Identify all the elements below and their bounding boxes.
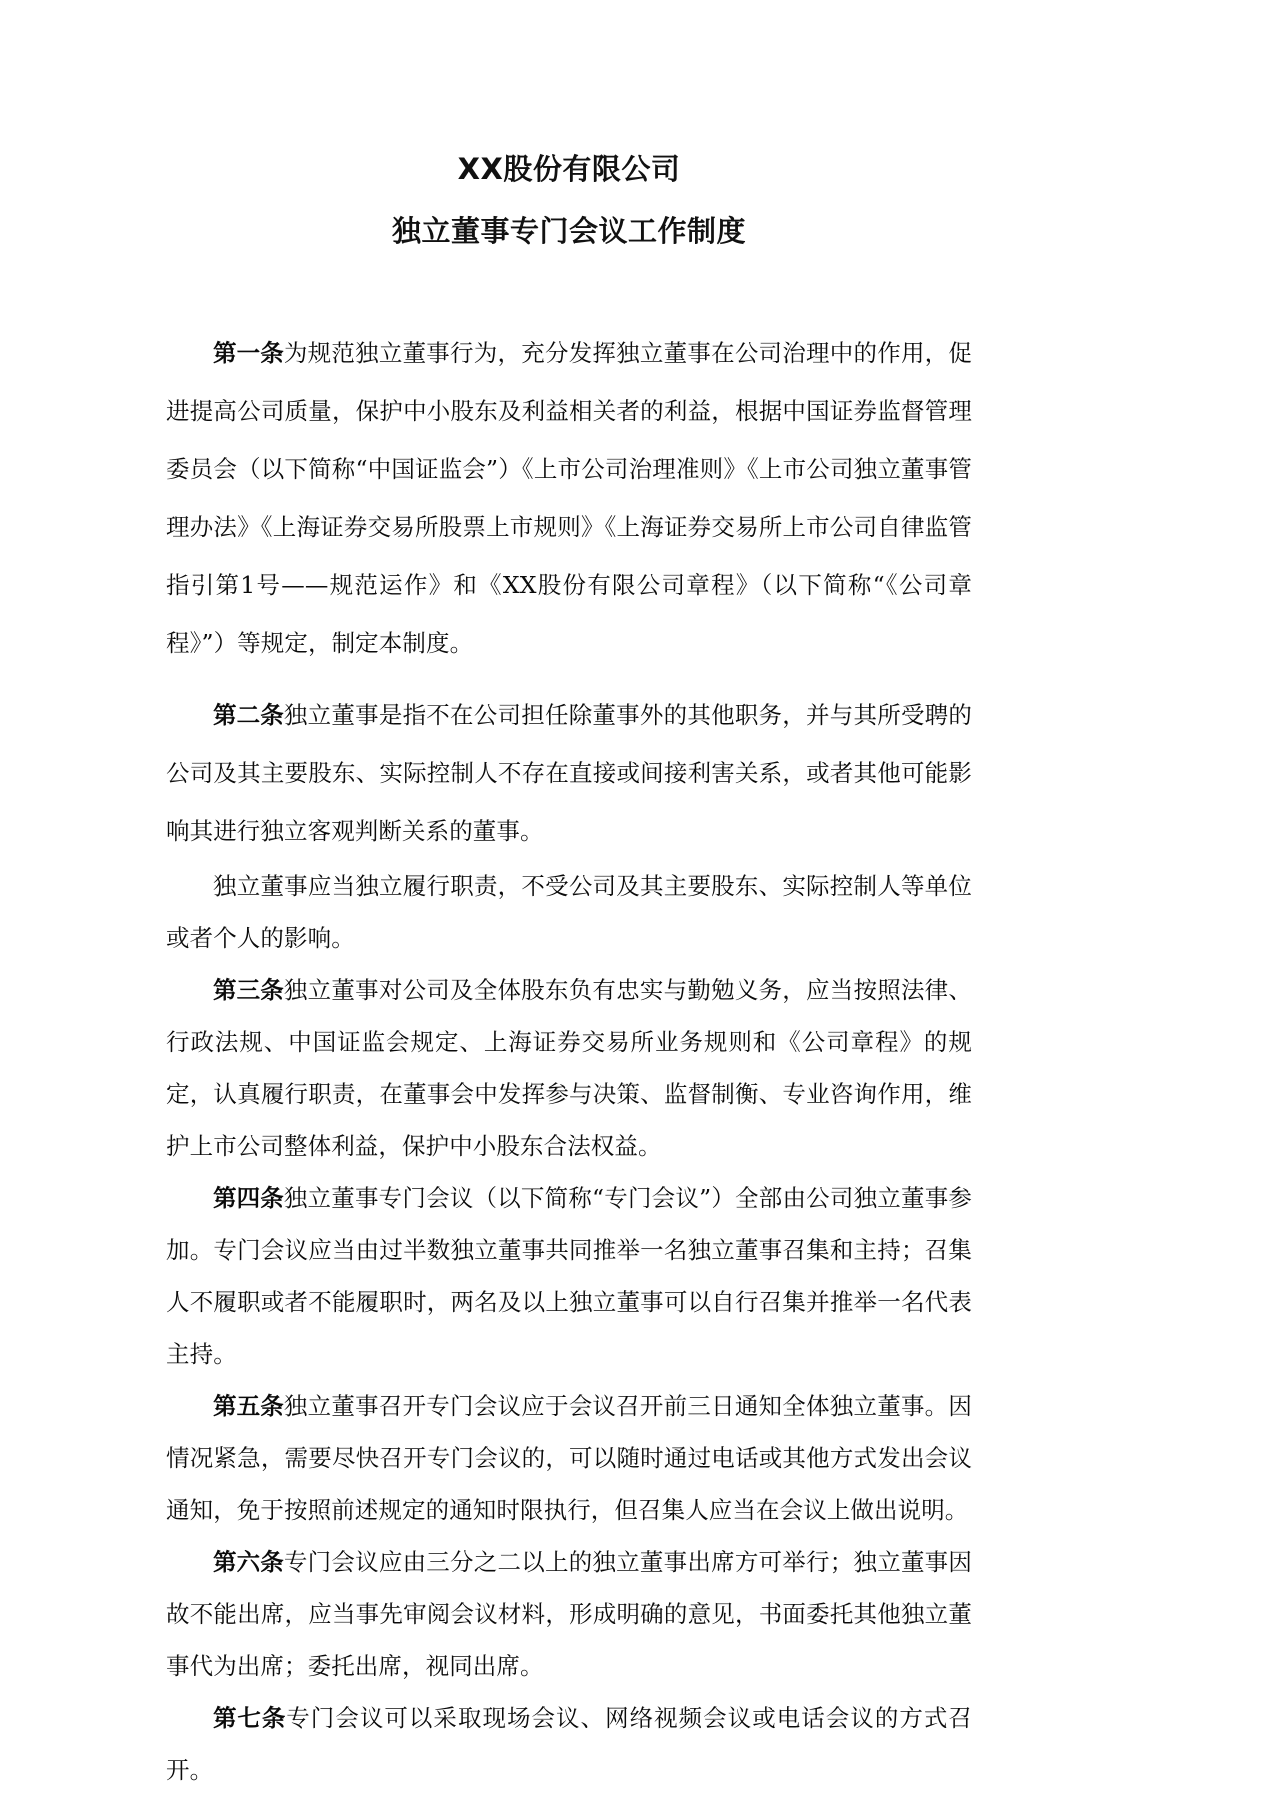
page-content <box>166 0 972 1796</box>
article-text: 独立董事召开专门会议应于会议召开前三日通知全体独立董事。因情况紧急，需要尽快召开专门会议的，可以随时通过电话或其他方式发出会议通知，免于按照前述规定的通知时限执行，但召集人应当在会议上做出说明。 <box>166 1392 973 1524</box>
document-title-subject: 独立董事专门会议工作制度 <box>391 214 746 248</box>
article-marker: 第五条 <box>213 1392 284 1420</box>
article-marker: 第二条 <box>213 701 284 729</box>
article-paragraph <box>166 324 972 672</box>
article-marker: 第四条 <box>213 1184 284 1212</box>
article-marker: 第六条 <box>213 1548 284 1576</box>
article-marker: 第七条 <box>213 1704 287 1732</box>
article-paragraph <box>166 1380 972 1536</box>
article-paragraph <box>166 964 972 1172</box>
document-title-company: XX股份有限公司 <box>457 152 681 186</box>
article-text: 独立董事应当独立履行职责，不受公司及其主要股东、实际控制人等单位或者个人的影响。 <box>166 872 972 952</box>
article-paragraph <box>166 1172 972 1380</box>
article-text: 独立董事是指不在公司担任除董事外的其他职务，并与其所受聘的公司及其主要股东、实际控制人不存在直接或间接利害关系，或者其他可能影响其进行独立客观判断关系的董事。 <box>166 701 973 845</box>
article-paragraph <box>166 1536 972 1692</box>
article-text: 专门会议应由三分之二以上的独立董事出席方可举行；独立董事因故不能出席，应当事先审阅会议材料，形成明确的意见，书面委托其他独立董事代为出席；委托出席，视同出席。 <box>166 1548 973 1680</box>
article-text: 专门会议可以采取现场会议、网络视频会议或电话会议的方式召开。 <box>166 1704 972 1784</box>
document-body <box>166 324 972 1796</box>
paragraph-spacer <box>166 672 972 686</box>
article-text: 为规范独立董事行为，充分发挥独立董事在公司治理中的作用，促进提高公司质量，保护中小股东及利益相关者的利益，根据中国证券监督管理委员会（以下简称“中国证监会”）《上市公司治理准则》《上市公司独立董事管理办法》《上海证券交易所股票上市规则》《上海证券交易所上市公司自律监管指引第1号——规范运作》和《XX股份有限公司章程》（以下简称“《公司章程》”）等规定，制定本制度。 <box>166 339 973 657</box>
article-paragraph <box>166 686 972 860</box>
article-text: 独立董事专门会议（以下简称“专门会议”）全部由公司独立董事参加。专门会议应当由过半数独立董事共同推举一名独立董事召集和主持；召集人不履职或者不能履职时，两名及以上独立董事可以自行召集并推举一名代表主持。 <box>166 1184 972 1368</box>
article-marker: 第三条 <box>213 976 284 1004</box>
article-marker: 第一条 <box>213 339 284 367</box>
article-paragraph <box>166 860 972 964</box>
document-heading-block <box>166 0 972 262</box>
article-text: 独立董事对公司及全体股东负有忠实与勤勉义务，应当按照法律、行政法规、中国证监会规定、上海证券交易所业务规则和《公司章程》的规定，认真履行职责，在董事会中发挥参与决策、监督制衡、专业咨询作用，维护上市公司整体利益，保护中小股东合法权益。 <box>166 976 973 1160</box>
article-paragraph <box>166 1692 972 1796</box>
